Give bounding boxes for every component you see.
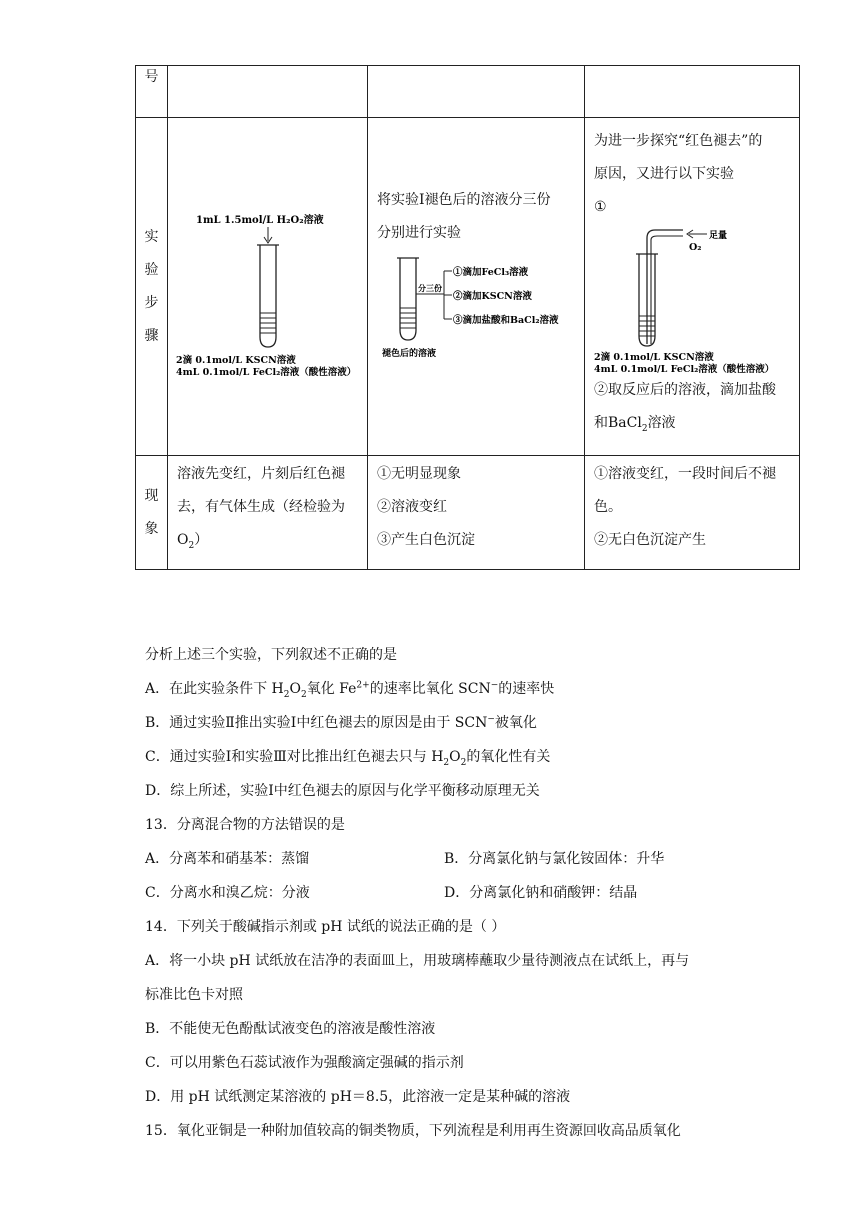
exp2-step-line: 分别进行实验 bbox=[377, 225, 461, 241]
phen3-line: ②无白色沉淀产生 bbox=[594, 532, 706, 548]
q15-stem: 15．氧化亚铜是一种附加值较高的铜类物质，下列流程是利用再生资源回收高品质氧化 bbox=[145, 1123, 681, 1139]
exp1-bottom-label-1: 2滴 0.1mol/L KSCN溶液 bbox=[176, 354, 296, 366]
exp1-bottom-label-2: 4mL 0.1mol/L FeCl₂溶液（酸性溶液） bbox=[176, 366, 357, 377]
phen3-line: ①溶液变红，一段时间后不褪 bbox=[594, 466, 776, 482]
q12-option-c: C．通过实验Ⅰ和实验Ⅲ对比推出红色褪去只与 $H_2O_2$的氧化性有关 bbox=[145, 749, 551, 768]
phen1-line: 溶液先变红，片刻后红色褪 bbox=[177, 466, 345, 482]
phen1-line: $O_2$） bbox=[177, 532, 209, 551]
phen2-line: ②溶液变红 bbox=[377, 499, 447, 515]
q14-option-b: B．不能使无色酚酞试液变色的溶液是酸性溶液 bbox=[145, 1021, 436, 1037]
exp3-step-line: 原因，又进行以下实验 bbox=[594, 166, 734, 182]
table-header-row bbox=[136, 66, 800, 118]
exp2-tube-label: 褪色后的溶液 bbox=[382, 349, 437, 359]
phenomenon-row bbox=[136, 456, 800, 570]
exp3-step2-line-1: ②取反应后的溶液，滴加盐酸 bbox=[594, 382, 776, 398]
exp2-split-label: 分三份 bbox=[418, 283, 442, 293]
header-cell-2 bbox=[368, 66, 585, 118]
exp2-diagram bbox=[368, 250, 585, 370]
q12-option-b: B．通过实验Ⅱ推出实验Ⅰ中红色褪去的原因是由于 SCN−被氧化 bbox=[145, 714, 537, 731]
exp2-branch-2: ②滴加KSCN溶液 bbox=[453, 291, 532, 302]
q13-option-c: C．分离水和溴乙烷：分液 bbox=[145, 885, 310, 901]
phenomenon-label-cell bbox=[136, 456, 168, 570]
exp3-step-cell bbox=[585, 118, 800, 456]
q14-stem: 14．下列关于酸碱指示剂或 pH 试纸的说法正确的是（ ） bbox=[145, 919, 506, 935]
exp2-step-line: 将实验Ⅰ褪色后的溶液分三份 bbox=[377, 192, 551, 208]
exp3-step-line: ① bbox=[594, 199, 607, 215]
exp3-gas-label-1: 足量 bbox=[709, 231, 728, 241]
q13-stem: 13．分离混合物的方法错误的是 bbox=[145, 817, 345, 833]
header-label-cell bbox=[136, 66, 168, 118]
exp3-phenomenon-cell bbox=[585, 456, 800, 570]
exp1-top-label: 1mL 1.5mol/L H₂O₂溶液 bbox=[196, 214, 324, 226]
steps-label-cell bbox=[136, 118, 168, 456]
exp3-bottom-label-1: 2滴 0.1mol/L KSCN溶液 bbox=[594, 352, 714, 363]
exp3-diagram bbox=[585, 224, 800, 374]
exp2-branch-1: ①滴加FeCl₃溶液 bbox=[453, 267, 529, 278]
q13-option-a: A．分离苯和硝基苯：蒸馏 bbox=[145, 851, 310, 867]
q14-option-a-line-1: A．将一小块 pH 试纸放在洁净的表面皿上，用玻璃棒蘸取少量待测液点在试纸上，再与 bbox=[145, 953, 690, 969]
exp2-phenomenon-cell bbox=[368, 456, 585, 570]
q14-option-d: D．用 pH 试纸测定某溶液的 pH＝8.5，此溶液一定是某种碱的溶液 bbox=[145, 1089, 571, 1105]
phen2-line: ③产生白色沉淀 bbox=[377, 532, 475, 548]
q12-option-d: D．综上所述，实验Ⅰ中红色褪去的原因与化学平衡移动原理无关 bbox=[145, 783, 540, 799]
experiment-table bbox=[135, 65, 800, 570]
header-cell-1 bbox=[168, 66, 368, 118]
exp2-step-cell bbox=[368, 118, 585, 456]
phen1-line: 去，有气体生成（经检验为 bbox=[177, 499, 345, 515]
phenomenon-label: 现象 bbox=[144, 487, 159, 537]
exp3-step-line: 为进一步探究“红色褪去”的 bbox=[594, 133, 763, 149]
q12-option-a: A．在此实验条件下 $H_2O_2$氧化 $Fe^{2+}$的速率比氧化 SCN−的速率快 bbox=[145, 680, 555, 700]
exp3-gas-label-2: O₂ bbox=[689, 242, 702, 253]
exp1-step-cell bbox=[168, 118, 368, 456]
exp1-phenomenon-cell bbox=[168, 456, 368, 570]
q14-option-a-line-2: 标准比色卡对照 bbox=[145, 987, 243, 1003]
steps-row bbox=[136, 118, 800, 456]
phen3-line: 色。 bbox=[594, 499, 622, 515]
q13-option-d: D．分离氯化钠和硝酸钾：结晶 bbox=[444, 885, 638, 901]
exp1-diagram bbox=[168, 197, 368, 377]
header-cell-3 bbox=[585, 66, 800, 118]
q12-stem: 分析上述三个实验，下列叙述不正确的是 bbox=[145, 647, 397, 663]
phen2-line: ①无明显现象 bbox=[377, 466, 461, 482]
exp2-branch-3: ③滴加盐酸和BaCl₂溶液 bbox=[453, 315, 559, 326]
q14-option-c: C．可以用紫色石蕊试液作为强酸滴定强碱的指示剂 bbox=[145, 1055, 464, 1071]
exp3-bottom-label-2: 4mL 0.1mol/L FeCl₂溶液（酸性溶液） bbox=[594, 364, 775, 374]
exp3-step2-line-2: 和BaCl$_2$溶液 bbox=[594, 415, 676, 434]
header-label: 号 bbox=[144, 69, 159, 85]
steps-label: 实验步骤 bbox=[144, 228, 159, 344]
q13-option-b: B．分离氯化钠与氯化铵固体：升华 bbox=[444, 851, 665, 867]
